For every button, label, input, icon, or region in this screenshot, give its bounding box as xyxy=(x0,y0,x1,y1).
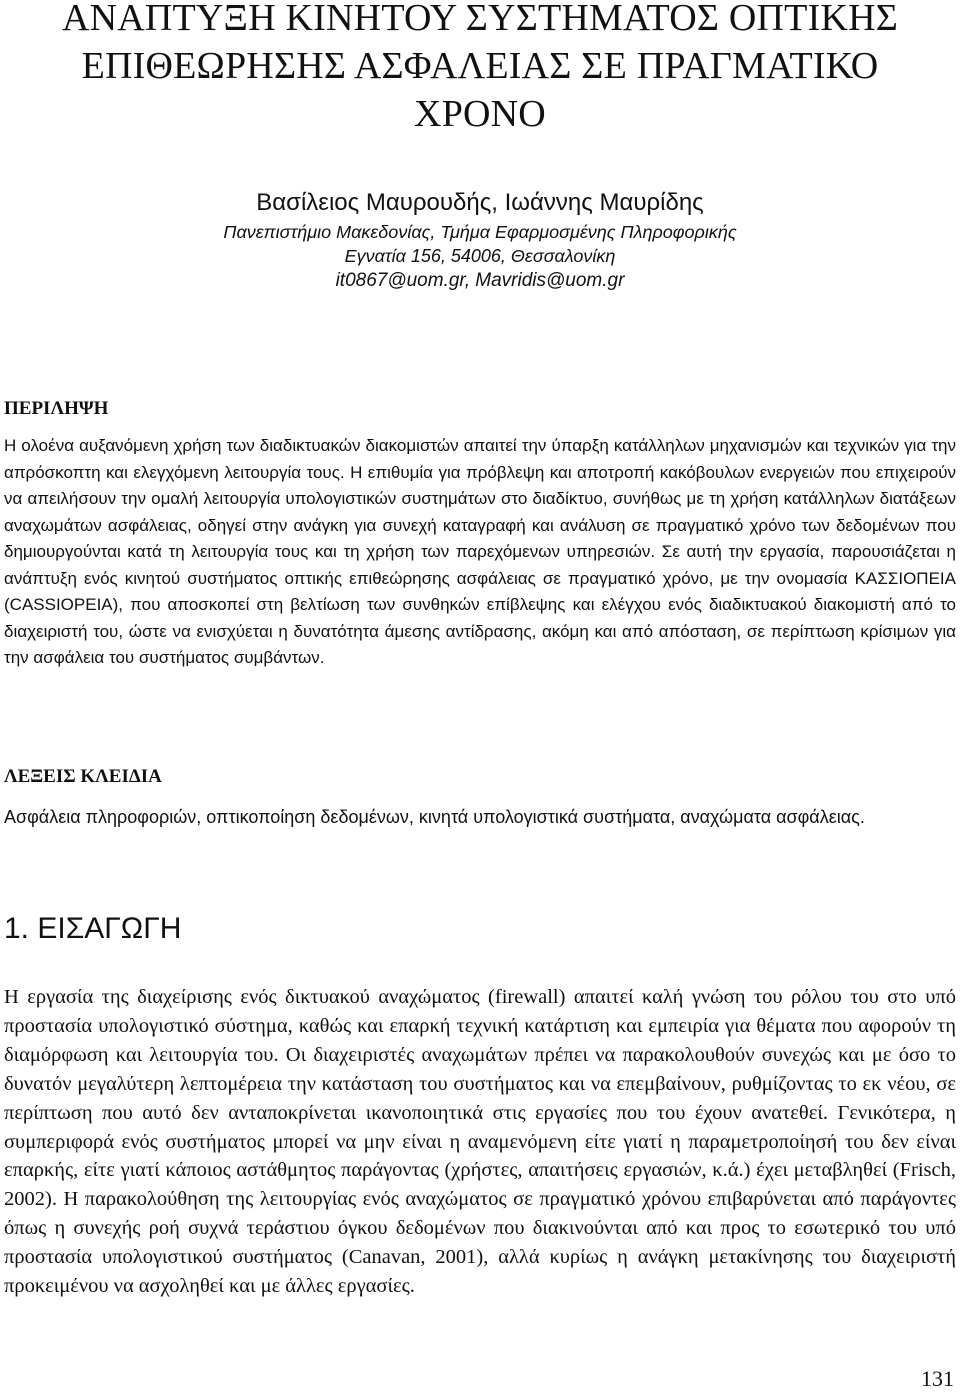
address: Εγνατία 156, 54006, Θεσσαλονίκη xyxy=(344,246,616,266)
author-emails: it0867@uom.gr, Mavridis@uom.gr xyxy=(335,270,625,291)
author-names: Βασίλειος Μαυρουδής, Ιωάννης Μαυρίδης xyxy=(256,189,704,216)
author-block xyxy=(0,186,960,294)
title-line-3: ΧΡΟΝΟ xyxy=(414,93,546,135)
title-line-2: ΕΠΙΘΕΩΡΗΣΗΣ ΑΣΦΑΛΕΙΑΣ ΣΕ ΠΡΑΓΜΑΤΙΚΟ xyxy=(81,45,879,87)
paper-title xyxy=(0,0,960,138)
abstract-text: Η ολοένα αυξανόμενη χρήση των διαδικτυακών διακομιστών απαιτεί την ύπαρξη κατάλληλων μηχανισμών και τεχνικών για την απρόσκοπτη και ελεγχόμενη λειτουργία τους. Η επιθυμία για πρόβλεψη και αποτροπή κακόβουλων ενεργειών που επιχειρούν να απειλήσουν την ομαλή λειτουργία υπολογιστικών συστημάτων στο διαδίκτυο, συνήθως με τη χρήση κατάλληλων διατάξεων αναχωμάτων ασφάλειας, οδηγεί στην ανάγκη για συνεχή καταγραφή και ανάλυση σε πραγματικό χρόνο των δεδομένων που δημιουργούνται κατά τη λειτουργία τους και τη χρήση των παρεχόμενων υπηρεσιών. Σε αυτή την εργασία, παρουσιάζεται η ανάπτυξη ενός κινητού συστήματος οπτικής επιθεώρησης ασφάλειας σε πραγματικό χρόνο, με την ονομασία ΚΑΣΣΙΟΠΕΙΑ (CASSIOPEIA), που αποσκοπεί στη βελτίωση των συνθηκών επίβλεψης και ελέγχου ενός διαδικτυακού διακομιστή από το διαχειριστή του, ώστε να ενισχύεται η δυνατότητα άμεσης αντίδρασης, ακόμη και από απόσταση, σε περίπτωση κρίσιμων για την ασφάλεια του συστήματος συμβάντων. xyxy=(4,436,956,667)
title-line-1: ΑΝΑΠΤΥΞΗ ΚΙΝΗΤΟΥ ΣΥΣΤΗΜΑΤΟΣ ΟΠΤΙΚΗΣ xyxy=(61,0,899,39)
keywords-text: Ασφάλεια πληροφοριών, οπτικοποίηση δεδομένων, κινητά υπολογιστικά συστήματα, αναχώματα ασφάλειας. xyxy=(4,807,865,827)
section-heading: 1. ΕΙΣΑΓΩΓΗ xyxy=(4,912,182,945)
keywords-heading: ΛΕΞΕΙΣ ΚΛΕΙΔΙΑ xyxy=(4,766,162,787)
abstract-heading: ΠΕΡΙΛΗΨΗ xyxy=(4,398,109,419)
page-number: 131 xyxy=(921,1366,954,1391)
affiliation: Πανεπιστήμιο Μακεδονίας, Τμήμα Εφαρμοσμένης Πληροφορικής xyxy=(223,222,737,242)
intro-text: Η εργασία της διαχείρισης ενός δικτυακού αναχώματος (firewall) απαιτεί καλή γνώση του ρόλου του στο υπό προστασία υπολογιστικό σύστημα, καθώς και επαρκή τεχνική κατάρτιση και εμπειρία για θέματα που αφορούν τη διαμόρφωση και λειτουργία του. Οι διαχειριστές αναχωμάτων πρέπει να παρακολουθούν συνεχώς και με όσο το δυνατόν μεγαλύτερη λεπτομέρεια την κατάσταση του συστήματος και να επεμβαίνουν, ρυθμίζοντας το εκ νέου, σε περίπτωση που αυτό δεν ανταποκρίνεται ικανοποιητικά στις εργασίες που του έχουν ανατεθεί. Γενικότερα, η συμπεριφορά ενός συστήματος μπορεί να μην είναι η αναμενόμενη είτε γιατί η παραμετροποίησή του δεν είναι επαρκής, είτε γιατί κάποιος αστάθμητος παράγοντας (χρήστες, απαιτήσεις εργασιών, κ.ά.) έχει μεταβληθεί (Frisch, 2002). Η παρακολούθηση της λειτουργίας ενός αναχώματος σε πραγματικό χρόνου επιβαρύνεται από παράγοντες όπως η συνεχής ροή συχνά τεράστιου όγκου δεδομένων που διακινούνται από και προς το εσωτερικό του υπό προστασία υπολογιστικού συστήματος (Canavan, 2001), αλλά κυρίως η ανάγκη μετακίνησης του διαχειριστή προκειμένου να ασχοληθεί και με άλλες εργασίες. xyxy=(4,986,956,1298)
